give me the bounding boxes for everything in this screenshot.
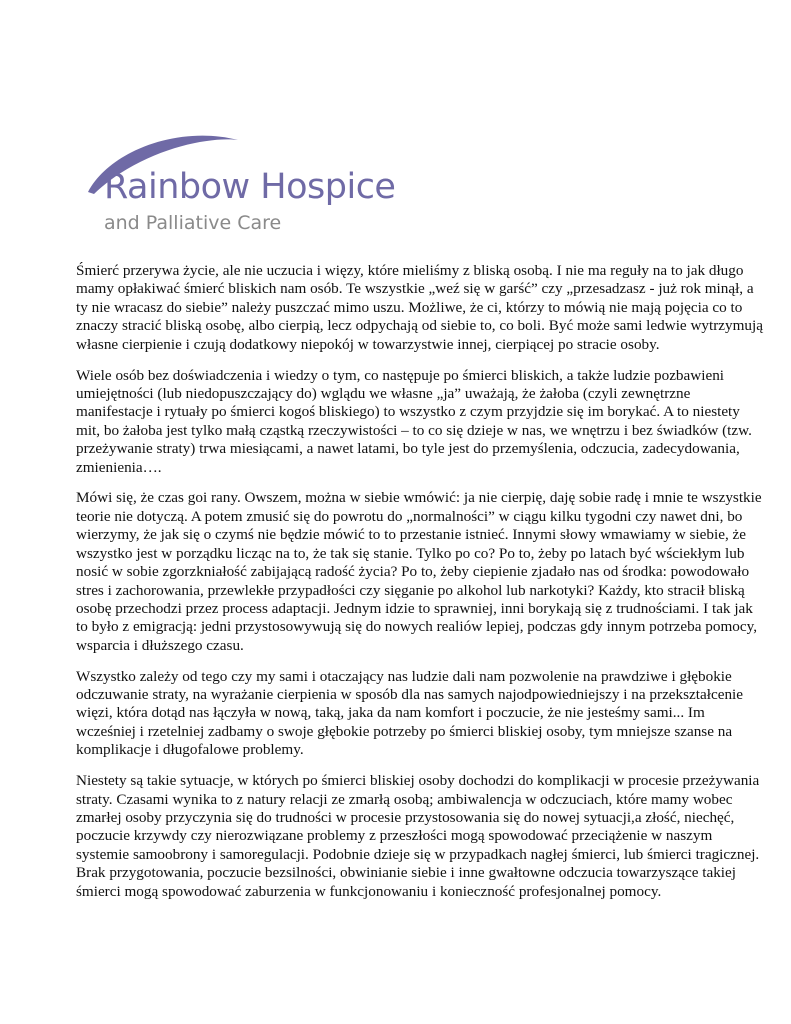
paragraph: Mówi się, że czas goi rany. Owszem, można w siebie wmówić: ja nie cierpię, daję sobie radę i mnie te wszystkie teorie nie dotyczą. A potem zmusić się do powrotu do „normalności” w ciągu kilku tygodni czy nawet dni, bo wierzymy, że jak się o czymś nie będzie mówić to to przestanie istnieć. Innymi słowy wmawiamy w siebie, że wszystko jest w porządku licząc na to, że tak się stanie. Tylko po co? Po to, żeby po latach być wściekłym lub nosić w sobie zgorzkniałość zabijającą radość życia? Po to, żeby ciepienie zjadało nas od środka: powodowało stres i zachorowania, przewlekłe przypadłości czy sięganie po alkohol lub narkotyki? Każdy, kto stracił bliską osobę przechodzi przez process adaptacji. Jednym idzie to sprawniej, inni borykają się z trudnościami. I tak jak to było z emigracją: jedni przystosowywują się do nowych realiów lepiej, podczas gdy innym potrzeba pomocy, wsparcia i dłuższego czasu. [76,489,762,654]
paragraph: Wiele osób bez doświadczenia i wiedzy o tym, co następuje po śmierci bliskich, a także ludzie pozbawieni umiejętności (lub niedopuszczający do) wglądu we własne „ja” uważają, że żałoba (czyli zewnętrzne manifestacje i rytuały po śmierci kogoś bliskiego) to wszystko z czym przyjdzie się im borykać. A to niestety mit, bo żałoba jest tylko małą cząstką rzeczywistości – to co się dzieje w nas, we wnętrzu i bez świadków (tzw. przeżywanie straty) trwa miesiącami, a nawet latami, bo tyle jest do przemyślenia, odczucia, zadecydowania, zmienienia…. [76,366,752,476]
article-body [76,262,766,914]
logo-name: Rainbow Hospice [104,167,396,207]
paragraph: Niestety są takie sytuacje, w których po śmierci bliskiej osoby dochodzi do komplikacji w procesie przeżywania straty. Czasami wynika to z natury relacji ze zmarłą osobą; ambiwalencja w odczuciach, które mamy wobec zmarłej osoby przyczynia się do trudności w procesie przystosowania się do nowej sytuacji,a złość, niechęć, poczucie krzywdy czy nierozwiązane problemy z przeszłości mogą spowodować przeciążenie w naszym systemie samoobrony i samoregulacji. Podobnie dzieje się w przypadkach nagłej śmierci, lub śmierci tragicznej. Brak przygotowania, poczucie bezsilności, obwinianie siebie i inne gwałtowne odczucia towarzyszące takiej śmierci mogą spowodować zaburzenia w funkcjonowaniu i konieczność profesjonalnej pomocy. [76,772,760,900]
paragraph: Wszystko zależy od tego czy my sami i otaczający nas ludzie dali nam pozwolenie na prawdziwe i głębokie odczuwanie straty, na wyrażanie cierpienia w sposób dla nas samych najodpowiedniejszy i na przekształcenie więzi, która dotąd nas łączyła w nową, taką, jaka da nam komfort i poczucie, że nie jesteśmy sami... Im wcześniej i rzetelniej zadbamy o swoje głębokie potrzeby po śmierci bliskiej osoby, tym mniejsze szanse na komplikacje i długofalowe problemy. [76,667,744,759]
logo-subtitle: and Palliative Care [104,212,282,234]
paragraph: Śmierć przerywa życie, ale nie uczucia i więzy, które mieliśmy z bliską osobą. I nie ma reguły na to jak długo mamy opłakiwać śmierć bliskich nam osób. Te wszystkie „weź się w garść” czy „przesadzasz - już rok minął, a ty nie wracasz do siebie” należy puszczać mimo uszu. Możliwe, że ci, którzy to mówią nie mają pojęcia co to znaczy stracić bliską osobę, albo cierpią, lecz odpychają od siebie to, co boli. Być może sami ledwie wytrzymują własne cierpienie i czują dodatkowy niepokój w towarzystwie innej, cierpiącej po stracie osoby. [76,262,763,353]
rainbow-hospice-logo [70,120,396,240]
